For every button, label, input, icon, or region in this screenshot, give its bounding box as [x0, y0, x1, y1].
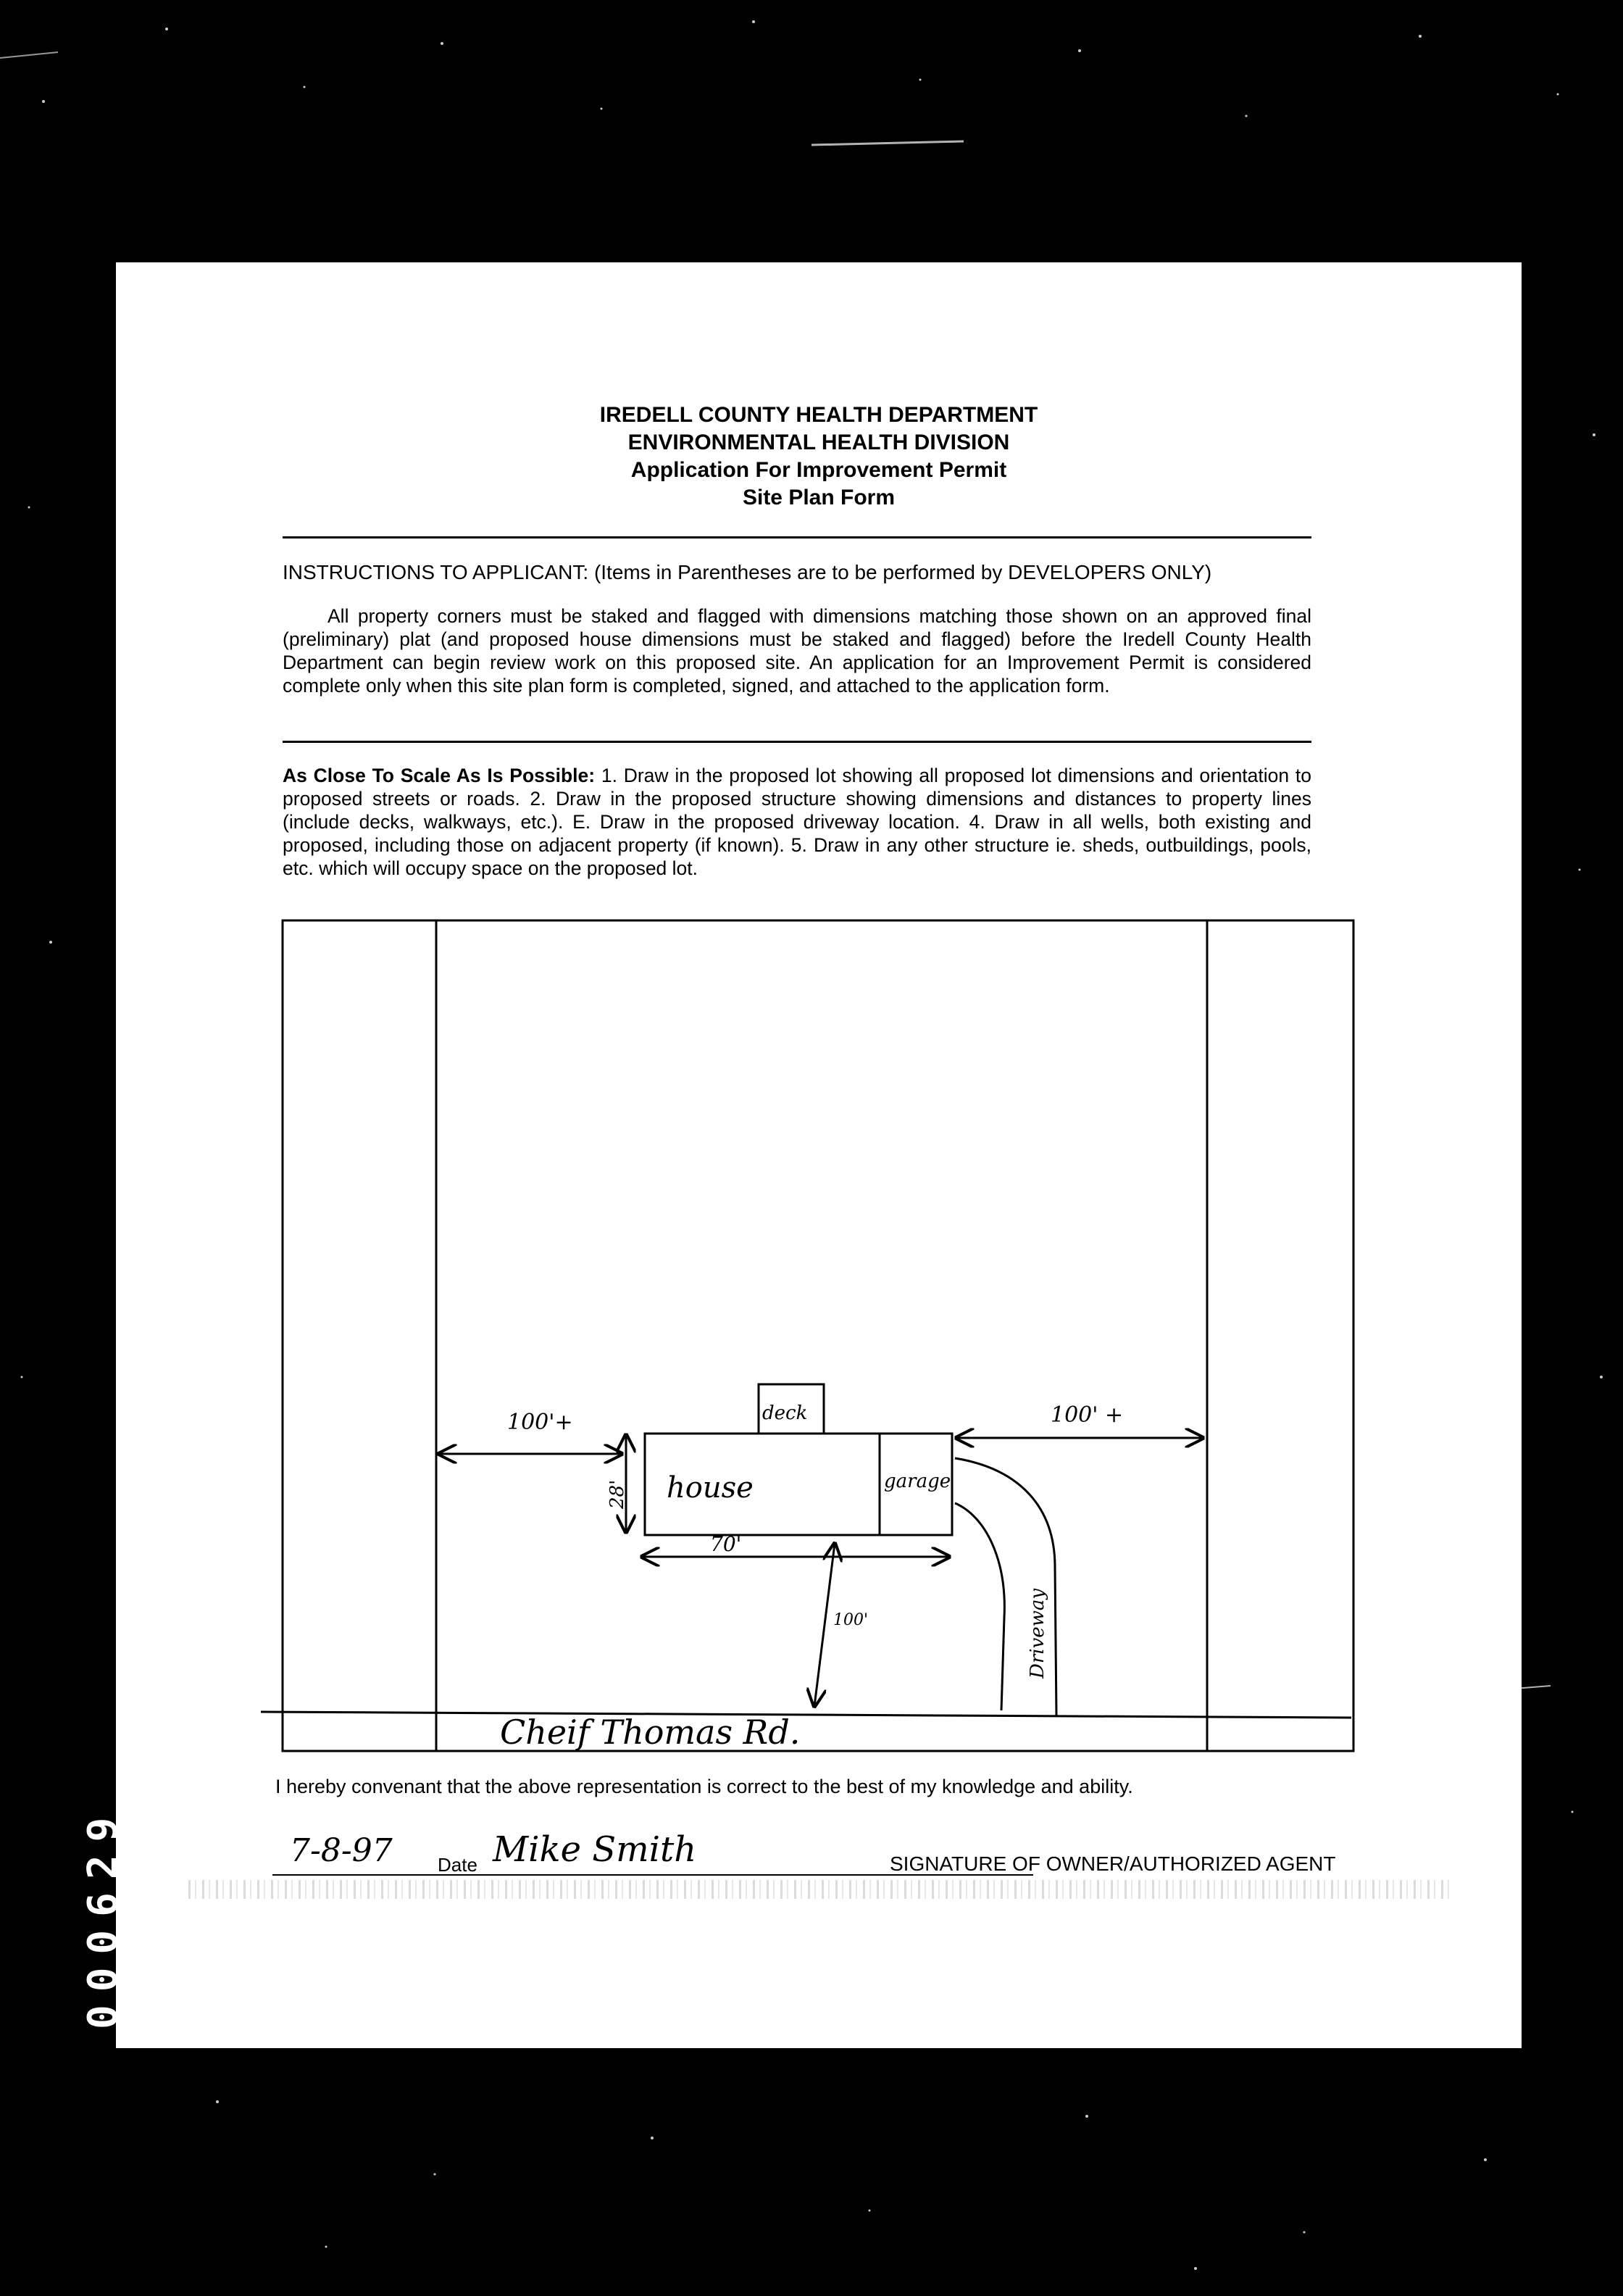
instructions-paragraph: All property corners must be staked and flagged with dimensions matching those shown on an approved final (preliminary) plat (and proposed house dimensions must be staked and flagged) before the Iredell County Health Department can begin review work on this proposed site. An application for an Improvement Permit is considered complete only when this site plan form is completed, signed, and attached to the application form. — [283, 605, 1311, 696]
scale-instructions-lead: As Close To Scale As Is Possible: — [283, 765, 596, 786]
garage-label: garage — [884, 1471, 951, 1492]
driveway-label: Driveway — [1027, 1588, 1048, 1679]
scale-instructions-body: 1. Draw in the proposed lot showing all proposed lot dimensions and orientation to proposed streets or roads. 2. Draw in the proposed structure showing dimensions and distances to property lines (include decks, walkways, etc.). E. Draw in the proposed driveway location. 4. Draw in all wells, both existing and proposed, including those on adjacent property (if known). 5. Draw in any other structure ie. sheds, outbuildings, pools, etc. which will occupy space on the proposed lot. — [283, 765, 1312, 879]
front-setback-label: 100' — [833, 1611, 869, 1629]
road-name: Cheif Thomas Rd. — [500, 1713, 801, 1752]
signature-label: SIGNATURE OF OWNER/AUTHORIZED AGENT — [890, 1852, 1336, 1875]
document-stamp-number: 000629 — [80, 1804, 127, 2029]
signature-row — [116, 1828, 1522, 1886]
front-setback-arrow — [814, 1544, 835, 1706]
road-line — [261, 1712, 1351, 1718]
signature-date: 7-8-97 — [290, 1832, 393, 1869]
form-title: Site Plan Form — [742, 486, 896, 509]
date-label: Date — [438, 1854, 477, 1876]
owner-signature: Mike Smith — [493, 1829, 697, 1870]
scan-noise-strip — [188, 1880, 1449, 1899]
certification-statement: I hereby convenant that the above representation is correct to the best of my knowledge and ability. — [275, 1776, 1133, 1797]
driveway-inner-edge — [955, 1503, 1004, 1710]
right-setback-label: 100' + — [1051, 1402, 1124, 1428]
house-width-label: 70' — [710, 1532, 742, 1556]
house-label: house — [667, 1471, 754, 1505]
deck-label: deck — [762, 1402, 808, 1424]
application-title: Application For Improvement Permit — [630, 458, 1007, 482]
site-plan-drawing — [116, 262, 1522, 1784]
left-setback-label: 100'+ — [507, 1410, 573, 1435]
form-page — [116, 262, 1522, 2048]
department-name: IREDELL COUNTY HEALTH DEPARTMENT — [599, 403, 1038, 427]
instructions-title: INSTRUCTIONS TO APPLICANT: (Items in Parentheses are to be performed by DEVELOPERS ONLY) — [283, 561, 1212, 583]
site-plan-frame — [283, 920, 1353, 1751]
house-depth-label: 28' — [606, 1479, 628, 1509]
division-name: ENVIRONMENTAL HEALTH DIVISION — [627, 430, 1010, 454]
